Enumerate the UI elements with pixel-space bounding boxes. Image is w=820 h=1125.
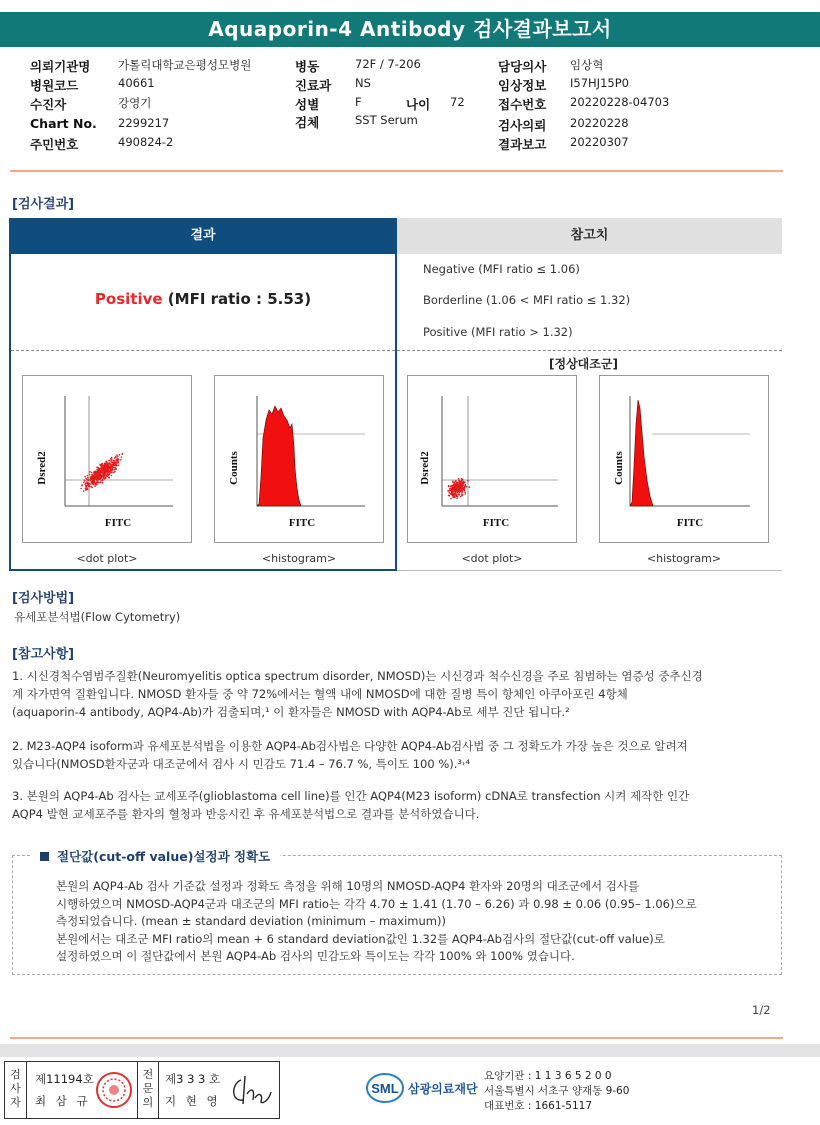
- scatter-dot: [83, 490, 85, 492]
- chart-no-label: Chart No.: [30, 116, 97, 131]
- control-dot-plot: [407, 375, 577, 543]
- scatter-dot: [93, 481, 95, 483]
- scatter-dot: [452, 492, 454, 494]
- scatter-dot: [97, 476, 99, 478]
- hospital-label: 의뢰기관명: [30, 59, 91, 74]
- institution-code: 요양기관 : 1 1 3 6 5 2 0 0: [484, 1070, 612, 1082]
- scatter-dot: [114, 469, 116, 471]
- scatter-dot: [91, 472, 93, 474]
- resident-no-value: 490824-2: [118, 135, 174, 149]
- scatter-dot: [458, 488, 460, 490]
- scatter-dot: [100, 467, 102, 469]
- note-1-line-1: 1. 시신경척수염범주질환(Neuromyelitis optica spectrum disorder, NMOSD)는 시신경과 척수신경을 주로 침범하는 염증성 중추신경: [12, 669, 703, 683]
- scatter-dot: [110, 464, 112, 466]
- scatter-dot: [80, 488, 82, 490]
- org-name: 삼광의료재단: [408, 1082, 478, 1096]
- scatter-dot: [450, 498, 452, 500]
- patient-hist-ylabel: Counts: [228, 451, 240, 485]
- examiner-seal-icon: [95, 1071, 133, 1109]
- scatter-dot: [452, 482, 454, 484]
- scatter-dot: [462, 479, 464, 481]
- scatter-dot: [110, 461, 112, 463]
- report-title: Aquaporin-4 Antibody 검사결과보고서: [0, 12, 820, 47]
- scatter-dot: [461, 489, 463, 491]
- scatter-dot: [101, 463, 103, 465]
- control-hist-ylabel: Counts: [613, 451, 625, 485]
- scatter-dot: [464, 485, 466, 487]
- scatter-dot: [448, 490, 450, 492]
- scatter-dot: [458, 479, 460, 481]
- scatter-dot: [110, 458, 112, 460]
- scatter-dot: [456, 494, 458, 496]
- scatter-dot: [84, 476, 86, 478]
- scatter-dot: [113, 472, 115, 474]
- chart-no-value: 2299217: [118, 116, 170, 130]
- specialist-license: 제3 3 3 호: [165, 1072, 221, 1086]
- reference-positive: Positive (MFI ratio > 1.32): [423, 325, 573, 339]
- control-hist-xlabel: FITC: [676, 517, 704, 529]
- scatter-dot: [451, 485, 453, 487]
- scatter-dot: [108, 465, 110, 467]
- scatter-dot: [109, 467, 111, 469]
- note-2: [12, 737, 782, 773]
- reference-borderline: Borderline (1.06 < MFI ratio ≤ 1.32): [423, 293, 631, 307]
- scatter-dot: [102, 467, 104, 469]
- scatter-dot: [84, 483, 86, 485]
- scatter-dot: [465, 493, 467, 495]
- scatter-dot: [111, 475, 113, 477]
- sml-logo-text: SML: [371, 1081, 399, 1096]
- scatter-dot: [113, 460, 115, 462]
- scatter-dot: [87, 489, 89, 491]
- specimen-value: SST Serum: [355, 113, 418, 127]
- scatter-dot: [88, 485, 90, 487]
- scatter-dot: [464, 492, 466, 494]
- scatter-dot: [106, 470, 108, 472]
- scatter-dot: [460, 496, 462, 498]
- department-value: NS: [355, 76, 371, 90]
- result-header: 결과: [9, 218, 397, 254]
- scatter-dot: [92, 479, 94, 481]
- scatter-dot: [452, 495, 454, 497]
- scatter-dot: [90, 483, 92, 485]
- scatter-dot: [85, 478, 87, 480]
- department-label: 진료과: [295, 78, 332, 93]
- scatter-dot: [457, 490, 459, 492]
- control-histogram-graphic: [600, 376, 770, 544]
- scatter-dot: [89, 471, 91, 473]
- scatter-dot: [117, 455, 119, 457]
- scatter-dot: [91, 476, 93, 478]
- scatter-dot: [87, 475, 89, 477]
- patient-name-label: 수진자: [30, 97, 67, 112]
- scatter-dot: [100, 480, 102, 482]
- scatter-dot: [100, 478, 102, 480]
- scatter-dot: [94, 485, 96, 487]
- scatter-dot: [107, 474, 109, 476]
- scatter-dot: [116, 462, 118, 464]
- patient-hist-xlabel: FITC: [288, 517, 316, 529]
- signature-icon: [227, 1070, 273, 1110]
- scatter-dot: [109, 462, 111, 464]
- scatter-dot: [95, 473, 97, 475]
- scatter-dot: [106, 466, 108, 468]
- divider-bottom: [10, 1037, 783, 1039]
- mfi-ratio: (MFI ratio : 5.53): [162, 290, 312, 308]
- notes-section-title: [참고사항]: [12, 647, 75, 662]
- scatter-dot: [119, 454, 121, 456]
- scatter-dot: [453, 489, 455, 491]
- method-text: 유세포분석법(Flow Cytometry): [14, 610, 181, 624]
- scatter-dot: [93, 475, 95, 477]
- scatter-dot: [102, 480, 104, 482]
- scatter-dot: [459, 484, 461, 486]
- reference-negative: Negative (MFI ratio ≤ 1.06): [423, 262, 580, 276]
- cutoff-line-2: 시행하였으며 NMOSD-AQP4군과 대조군의 MFI ratio는 각각 4.70 ± 1.41 (1.70 – 6.26) 과 0.98 ± 0.06 (0.95– 1.06)으로: [56, 896, 697, 911]
- patient-dot-xlabel: FITC: [104, 517, 132, 529]
- footer-band: [0, 1044, 820, 1057]
- positive-word: Positive: [94, 290, 163, 308]
- hospital-value: 가톨릭대학교은평성모병원: [118, 58, 252, 72]
- scatter-dot: [90, 478, 92, 480]
- scatter-dot: [111, 457, 113, 459]
- patient-hist-caption: <histogram>: [261, 552, 337, 565]
- reference-header: 참고치: [397, 218, 782, 254]
- sex-value: F: [355, 95, 362, 109]
- patient-dot-plot: [22, 375, 192, 543]
- scatter-dot: [100, 482, 102, 484]
- scatter-dot: [464, 490, 466, 492]
- cutoff-line-3: 측정되었습니다. (mean ± standard deviation (minimum – maximum)): [56, 914, 446, 928]
- scatter-dot: [113, 461, 115, 463]
- scatter-dot: [106, 468, 108, 470]
- scatter-dot: [120, 459, 122, 461]
- scatter-dot: [448, 495, 450, 497]
- scatter-dot: [460, 482, 462, 484]
- scatter-dot: [103, 477, 105, 479]
- reference-bottom-border: [397, 570, 782, 571]
- examiner-name: 최 삼 규: [35, 1094, 91, 1108]
- scatter-dot: [118, 458, 120, 460]
- scatter-dot: [109, 465, 111, 467]
- control-dot-ylabel: Dsred2: [419, 451, 431, 485]
- scatter-dot: [108, 477, 110, 479]
- scatter-dot: [457, 481, 459, 483]
- cutoff-title-text: 절단값(cut-off value)설정과 정확도: [57, 849, 271, 864]
- page-number: 1/2: [752, 1003, 771, 1017]
- scatter-dot: [94, 476, 96, 478]
- note-1-line-2: 계 자가면역 질환입니다. NMOSD 환자들 중 약 72%에서는 혈액 내에 NMOSD에 대한 질병 특이 항체인 아쿠아포린 4항체: [12, 687, 628, 701]
- ward-value: 72F / 7-206: [355, 57, 421, 71]
- scatter-dot: [467, 480, 469, 482]
- age-label: 나이: [406, 97, 431, 112]
- scatter-dot: [89, 474, 91, 476]
- scatter-dot: [454, 493, 456, 495]
- result-divider: [11, 350, 395, 351]
- scatter-dot: [106, 463, 108, 465]
- scatter-dot: [112, 464, 114, 466]
- phone: 대표번호 : 1661-5117: [484, 1100, 593, 1112]
- normal-control-label: [정상대조군]: [549, 357, 618, 371]
- scatter-dot: [117, 461, 119, 463]
- scatter-dot: [462, 494, 464, 496]
- scatter-dot: [451, 489, 453, 491]
- scatter-dot: [456, 498, 458, 500]
- scatter-dot: [457, 496, 459, 498]
- scatter-dot: [110, 470, 112, 472]
- request-date-label: 검사의뢰: [498, 118, 547, 133]
- scatter-dot: [115, 464, 117, 466]
- result-value: [11, 290, 395, 308]
- patient-dot-plot-graphic: [23, 376, 193, 544]
- scatter-dot: [110, 472, 112, 474]
- resident-no-label: 주민번호: [30, 137, 79, 152]
- receipt-no-value: 20220228-04703: [570, 95, 670, 109]
- report-date-value: 20220307: [570, 135, 629, 149]
- patient-name-value: 강영기: [118, 96, 152, 110]
- scatter-dot: [103, 476, 105, 478]
- scatter-dot: [448, 486, 450, 488]
- scatter-dot: [112, 469, 114, 471]
- control-hist-caption: <histogram>: [646, 552, 722, 565]
- examiner-license: 제11194호: [35, 1072, 94, 1086]
- cutoff-line-4: 본원에서는 대조군 MFI ratio의 mean + 6 standard deviation값인 1.32를 AQP4-Ab검사의 절단값(cut-off value)로: [56, 931, 665, 946]
- scatter-dot: [456, 484, 458, 486]
- cutoff-line-1: 본원의 AQP4-Ab 검사 기준값 설정과 정확도 측정을 위해 10명의 NMOSD-AQP4 환자와 20명의 대조군에서 검사를: [56, 879, 640, 893]
- scatter-dot: [453, 496, 455, 498]
- receipt-no-label: 접수번호: [498, 97, 547, 112]
- scatter-dot: [98, 474, 100, 476]
- signature-box: [4, 1061, 280, 1119]
- scatter-dot: [97, 470, 99, 472]
- scatter-dot: [117, 462, 119, 464]
- cutoff-text: [56, 878, 766, 966]
- scatter-dot: [455, 480, 457, 482]
- scatter-dot: [81, 485, 83, 487]
- ward-label: 병동: [295, 59, 320, 74]
- patient-dot-caption: <dot plot>: [76, 552, 138, 565]
- specialist-name: 지 현 영: [165, 1094, 221, 1108]
- note-3-line-2: AQP4 발현 교세포주를 환자의 혈청과 반응시킨 후 유세포분석법으로 결과를 분석하였습니다.: [12, 807, 480, 821]
- control-dot-plot-graphic: [408, 376, 578, 544]
- scatter-dot: [92, 483, 94, 485]
- hospital-code-label: 병원코드: [30, 78, 79, 93]
- scatter-dot: [462, 481, 464, 483]
- scatter-dot: [452, 486, 454, 488]
- patient-info: [30, 57, 800, 154]
- note-1: [12, 667, 782, 721]
- scatter-dot: [457, 486, 459, 488]
- doctor-label: 담당의사: [498, 59, 547, 74]
- note-2-line-2: 있습니다(NMOSD환자군과 대조군에서 검사 시 민감도 71.4 – 76.7 %, 특이도 100 %).³˒⁴: [12, 757, 471, 771]
- control-histogram: [599, 375, 769, 543]
- note-3-line-1: 3. 본원의 AQP4-Ab 검사는 교세포주(glioblastoma cell line)를 인간 AQP4(M23 isoform) cDNA로 transfection 시켜 제작한 인간: [12, 789, 690, 803]
- scatter-dot: [95, 482, 97, 484]
- scatter-dot: [105, 476, 107, 478]
- scatter-dot: [118, 465, 120, 467]
- method-section-title: [검사방법]: [12, 591, 75, 606]
- scatter-dot: [86, 481, 88, 483]
- scatter-dot: [104, 463, 106, 465]
- scatter-dot: [85, 489, 87, 491]
- scatter-dot: [104, 466, 106, 468]
- sex-label: 성별: [295, 97, 320, 112]
- note-3: [12, 787, 782, 823]
- results-section-title: [검사결과]: [12, 197, 75, 212]
- sml-logo-icon: [365, 1070, 405, 1106]
- scatter-dot: [103, 466, 105, 468]
- divider-top: [10, 170, 783, 172]
- scatter-dot: [91, 482, 93, 484]
- scatter-dot: [112, 466, 114, 468]
- scatter-dot: [454, 483, 456, 485]
- scatter-dot: [102, 470, 104, 472]
- clinical-info-value: I57HJ15P0: [570, 76, 629, 90]
- patient-histogram-graphic: [215, 376, 385, 544]
- scatter-dot: [99, 464, 101, 466]
- scatter-dot: [88, 482, 90, 484]
- scatter-dot: [108, 460, 110, 462]
- scatter-dot: [105, 472, 107, 474]
- scatter-dot: [121, 456, 123, 458]
- scatter-dot: [100, 472, 102, 474]
- reference-divider: [397, 350, 782, 351]
- scatter-dot: [96, 472, 98, 474]
- scatter-dot: [114, 457, 116, 459]
- scatter-dot: [97, 480, 99, 482]
- scatter-dot: [83, 482, 85, 484]
- scatter-dot: [115, 468, 117, 470]
- scatter-dot: [115, 456, 117, 458]
- specialist-label: [137, 1062, 159, 1118]
- note-1-line-3: (aquaporin-4 antibody, AQP4-Ab)가 검출되며,¹ 이 환자들은 NMOSD with AQP4-Ab로 세부 진단 됩니다.²: [12, 705, 570, 719]
- doctor-value: 임상혁: [570, 58, 604, 72]
- scatter-dot: [462, 484, 464, 486]
- scatter-dot: [460, 491, 462, 493]
- specimen-label: 검체: [295, 115, 320, 130]
- scatter-dot: [100, 474, 102, 476]
- scatter-dot: [86, 479, 88, 481]
- scatter-dot: [109, 474, 111, 476]
- scatter-dot: [90, 486, 92, 488]
- cutoff-line-5: 설정하였으며 이 절단값에서 본원 AQP4-Ab 검사의 민감도와 특이도는 각각 100% 와 100% 였습니다.: [56, 949, 575, 963]
- age-value: 72: [450, 95, 465, 109]
- examiner-label-text: 검사자: [10, 1068, 21, 1109]
- scatter-dot: [111, 460, 113, 462]
- patient-dot-ylabel: Dsred2: [36, 451, 48, 485]
- scatter-dot: [122, 453, 124, 455]
- specialist-label-text: 전문의: [142, 1068, 154, 1109]
- scatter-dot: [103, 471, 105, 473]
- scatter-dot: [102, 482, 104, 484]
- hospital-code-value: 40661: [118, 76, 155, 90]
- scatter-dot: [458, 493, 460, 495]
- square-bullet-icon: [40, 852, 49, 861]
- scatter-dot: [87, 477, 89, 479]
- control-dot-xlabel: FITC: [482, 517, 510, 529]
- scatter-dot: [86, 485, 88, 487]
- scatter-dot: [94, 470, 96, 472]
- patient-histogram: [214, 375, 384, 543]
- scatter-dot: [93, 484, 95, 486]
- examiner-label: [5, 1062, 27, 1118]
- note-2-line-1: 2. M23-AQP4 isoform과 유세포분석법을 이용한 AQP4-Ab검사법은 다양한 AQP4-Ab검사법 중 그 정확도가 가장 높은 것으로 알려져: [12, 739, 688, 753]
- scatter-dot: [469, 486, 471, 488]
- scatter-dot: [96, 477, 98, 479]
- scatter-dot: [98, 469, 100, 471]
- clinical-info-label: 임상정보: [498, 78, 547, 93]
- address: 서울특별시 서초구 양재동 9-60: [484, 1085, 630, 1097]
- scatter-dot: [106, 461, 108, 463]
- scatter-dot: [97, 481, 99, 483]
- scatter-dot: [107, 476, 109, 478]
- cutoff-title: [30, 847, 280, 865]
- scatter-dot: [458, 478, 460, 480]
- scatter-dot: [84, 480, 86, 482]
- control-dot-caption: <dot plot>: [461, 552, 523, 565]
- request-date-value: 20220228: [570, 116, 629, 130]
- report-date-label: 결과보고: [498, 137, 547, 152]
